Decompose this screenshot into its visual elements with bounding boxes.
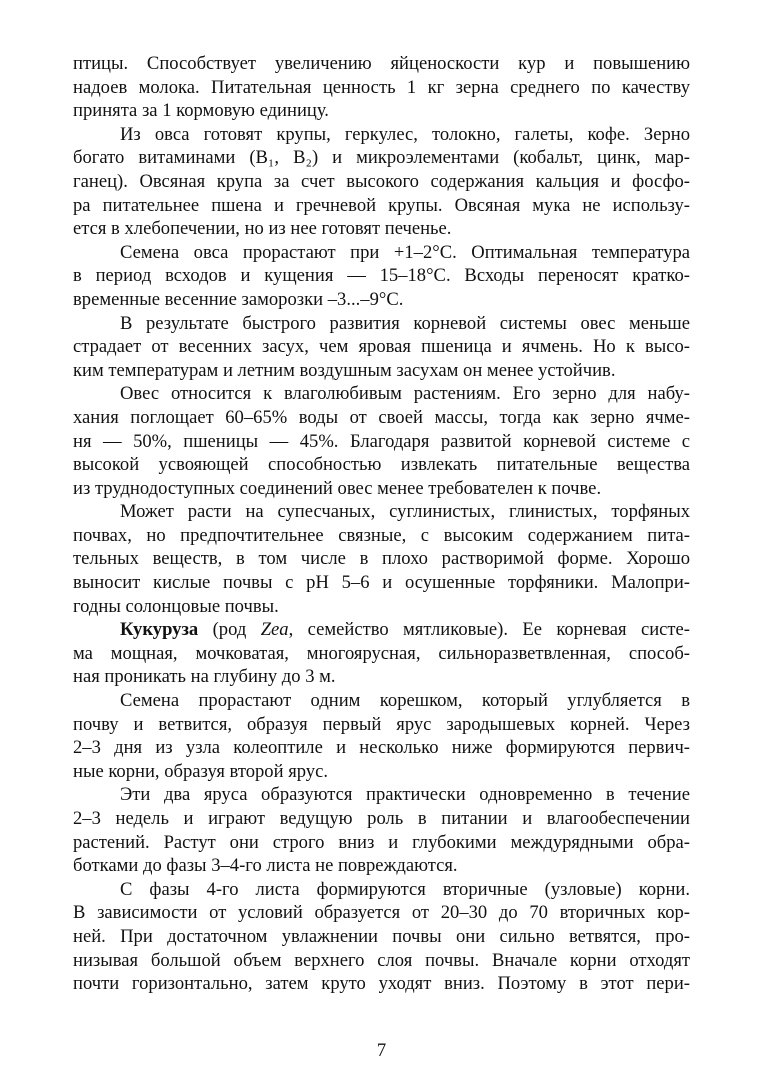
text-line: ная проникать на глубину до 3 м. bbox=[73, 666, 336, 688]
text-line: ботками до фазы 3–4-го листа не повреждаются. bbox=[73, 855, 458, 877]
text-line bbox=[73, 618, 690, 642]
text-line: страдает от весенних засух, чем яровая пшеница и ячмень. Но к высо- bbox=[73, 336, 690, 358]
text-line: выносит кислые почвы с pH 5–6 и осушенные торфяники. Малопри- bbox=[73, 572, 690, 594]
text-line: ня — 50%, пшеницы — 45%. Благодаря развитой корневой системе с bbox=[73, 430, 690, 452]
text-line: богато витаминами (B₁, B₂) и микроэлементами (кобальт, цинк, мар- bbox=[73, 147, 690, 169]
text-line: растений. Растут они строго вниз и глубокими междурядными обра- bbox=[73, 831, 690, 853]
paragraph-oat-soils bbox=[73, 500, 690, 618]
text-line: Может расти на супесчаных, суглинистых, глинистых, торфяных bbox=[120, 501, 690, 523]
text-line: хания поглощает 60–65% воды от своей массы, тогда как зерно ячме- bbox=[73, 406, 690, 428]
text-line: ма мощная, мочковатая, многоярусная, сильноразветвленная, способ- bbox=[73, 642, 690, 664]
text-line: Семена прорастают одним корешком, который углубляется в bbox=[120, 690, 690, 712]
text-line: Семена овса прорастают при +1–2°C. Оптимальная температура bbox=[120, 241, 690, 263]
paragraph-corn-tiers bbox=[73, 783, 690, 877]
text-line: в период всходов и кущения — 15–18°C. Всходы переносят кратко- bbox=[73, 265, 690, 287]
text-line: ганец). Овсяная крупа за счет высокого содержания кальция и фосфо- bbox=[73, 170, 690, 192]
text-line: Эти два яруса образуются практически одновременно в течение bbox=[120, 784, 690, 806]
text-line: временные весенние заморозки –3...–9°C. bbox=[73, 288, 404, 310]
text-line: ней. При достаточном увлажнении почвы они сильно ветвятся, про- bbox=[73, 925, 690, 947]
text-line: 2–3 недель и играют ведущую роль в питании и влагообеспечении bbox=[73, 808, 690, 829]
text-line: В результате быстрого развития корневой системы овес меньше bbox=[120, 312, 690, 334]
text-line: Из овса готовят крупы, геркулес, толокно, галеты, кофе. Зерно bbox=[120, 123, 690, 145]
text-line: С фазы 4-го листа формируются вторичные (узловые) корни. bbox=[120, 878, 690, 900]
text-line: ные корни, образуя второй ярус. bbox=[73, 760, 329, 782]
text-line: низывая большой объем верхнего слоя почвы. Вначале корни отходят bbox=[73, 949, 690, 971]
paragraph-oat-products bbox=[73, 123, 690, 241]
genus-name: Zea bbox=[260, 619, 289, 641]
text-line: В зависимости от условий образуется от 20–30 до 70 вторичных кор- bbox=[73, 902, 690, 924]
text-fragment: (род bbox=[198, 619, 261, 641]
page-number: 7 bbox=[376, 1040, 387, 1061]
text-line: надоев молока. Питательная ценность 1 кг зерна среднего по качеству bbox=[73, 76, 690, 98]
paragraph-oat-temperature bbox=[73, 241, 690, 312]
text-line: почти горизонтально, затем круто уходят вниз. Поэтому в этот пери- bbox=[73, 973, 690, 995]
text-line: ется в хлебопечении, но из нее готовят печенье. bbox=[73, 218, 452, 240]
text-fragment: , семейство мятликовые). Ее корневая систе- bbox=[288, 619, 690, 641]
paragraph-corn-intro bbox=[73, 618, 690, 689]
text-line: годны солонцовые почвы. bbox=[73, 595, 279, 617]
text-line: принята за 1 кормовую единицу. bbox=[73, 100, 329, 122]
term-corn: Кукуруза bbox=[120, 619, 199, 641]
page-body bbox=[73, 52, 690, 996]
text-line: высокой усвояющей способностью извлекать питательные вещества bbox=[73, 454, 690, 476]
paragraph-oat-moisture bbox=[73, 382, 690, 500]
text-line: птицы. Способствует увеличению яйценоскости кур и повышению bbox=[73, 53, 690, 74]
paragraph-oat-drought bbox=[73, 312, 690, 383]
text-line: Овес относится к влаголюбивым растениям. Его зерно для набу- bbox=[120, 383, 690, 405]
paragraph-corn-secondary-roots bbox=[73, 878, 690, 996]
text-line: почвах, но предпочтительнее связные, с высоким содержанием пита- bbox=[73, 524, 690, 546]
text-line: почву и ветвится, образуя первый ярус зародышевых корней. Через bbox=[73, 713, 690, 735]
text-line: из труднодоступных соединений овес менее требователен к почве. bbox=[73, 477, 602, 499]
text-line: 2–3 дня из узла колеоптиле и несколько ниже формируются первич- bbox=[73, 737, 690, 759]
text-line: ким температурам и летним воздушным засухам он менее устойчив. bbox=[73, 359, 616, 381]
paragraph-birds bbox=[73, 52, 690, 123]
paragraph-corn-germination bbox=[73, 689, 690, 783]
text-line: ра питательнее пшена и гречневой крупы. Овсяная мука не использу- bbox=[73, 194, 690, 216]
text-line: тельных веществ, в том числе в плохо растворимой форме. Хорошо bbox=[73, 548, 690, 570]
